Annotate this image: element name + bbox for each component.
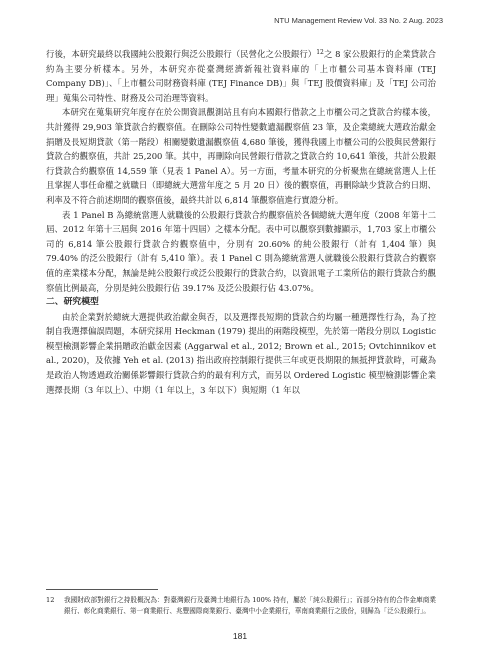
paragraph-1 <box>46 47 436 105</box>
running-header: NTU Management Review Vol. 33 No. 2 Aug. 2023 <box>274 16 443 25</box>
footnote-text: 我國財政部對銀行之持股概況為：對臺灣銀行及臺灣土地銀行為 100% 持有，屬於「純公股銀行」；而部分持有的合作金庫商業銀行、彰化商業銀行、第一商業銀行、兆豐國際商業銀行、臺灣中小企業銀行，華南商業銀行之股份，則歸為「泛公股銀行」。 <box>64 596 436 615</box>
page-number: 181 <box>232 631 248 641</box>
footnote-divider <box>46 589 158 590</box>
main-text <box>46 47 436 397</box>
footnote <box>46 595 436 616</box>
paragraph-1-text-b: 之 8 家公股銀行的企業貸款合約為主要分析樣本。另外，本研究亦從臺灣經濟新報社資料庫的「上市櫃公司基本資料庫 (TEJ Company DB)」、「上市櫃公司財務資料庫 (TEJ Finance DB)」與「TEJ 股價資料庫」及「TEJ 公司治理」蒐集公司特性、財務及公司治理等資料。 <box>46 49 437 103</box>
paragraph-1-text-a: 行後，本研究最終以我國純公股銀行與泛公股銀行（民營化之公股銀行） <box>46 49 317 59</box>
section-heading: 二、研究模型 <box>46 297 99 308</box>
section-paragraph: 由於企業對於總統大選提供政治獻金與否，以及選擇長短期的貸款合約均屬一種選擇性行為，為了控制自我選擇偏誤問題，本研究採用 Heckman (1979) 提出的兩階段模型，先於第一階段分別以 Logistic 模型檢測影響企業捐贈政治獻金因素 (Aggarwal et al., 2012; Brown et al., 2015; Ovtchinnikov et al., 2020)，及依據 Yeh et al. (2013) 指出政府控制銀行提供三年或更長期限的無抵押貸款時，可藏為是政治人物透過政治關係影響銀行貸款合約的最有利方式，而另以 Ordered Logistic 模型檢測影響企業選擇長期（3 年以上）、中期（1 年以上，3 年以下）與短期（1 年以 <box>46 311 436 395</box>
paragraph-2: 本研究在蒐集研究年度存在於公開資訊觀測站且有向本國銀行借款之上市櫃公司之貸款合約樣本後，共計獲得 29,903 筆貸款合約觀察值。在刪除公司特性變數遺漏觀察值 23 筆，及企業總統大選政治獻金捐贈及長短期貸款（第一階段）相關變數遺漏觀察值 4,680 筆後，獲得我國上市櫃公司的公股與民營銀行貸款合約觀察值，共計 25,200 筆。其中，再刪除向民營銀行借款之貸款合約 10,641 筆後，共計公股銀行貸款合約觀察值 14,559 筆（見表 1 Panel A）。另一方面，考量本研究的分析聚焦在總統當選人上任且掌握人事任命權之就職日（即總統大選當年度之 5 月 20 日）後的觀察值，再刪除缺少貸款合約日期、利率及不符合前述期間的觀察值後，最終共計以 6,814 筆觀察值進行實證分析。 <box>46 107 436 205</box>
footnote-number: 12 <box>46 596 55 604</box>
paragraph-3: 表 1 Panel B 為總統當選人就職後的公股銀行貸款合約觀察值於各個總統大選年度（2008 年第十二屆、2012 年第十三屆與 2016 年第十四屆）之樣本分配。表中可以觀察到數據顯示，1,703 家上市櫃公司的 6,814 筆公股銀行貸款合約觀察值中，分別有 20.60% 的純公股銀行（計有 1,404 筆）與 79.40% 的泛公股銀行（計有 5,410 筆）。表 1 Panel C 則為總統當選人就職後公股銀行貸款合約觀察值的產業樣本分配，無論是純公股銀行或泛公股銀行的貸款合約，以資訊電子工業所佔的銀行貸款合約觀察值比例最高，分別是純公股銀行佔 39.17% 及泛公股銀行佔 43.07%。 <box>46 209 436 293</box>
footnote-marker: 12 <box>316 49 324 56</box>
